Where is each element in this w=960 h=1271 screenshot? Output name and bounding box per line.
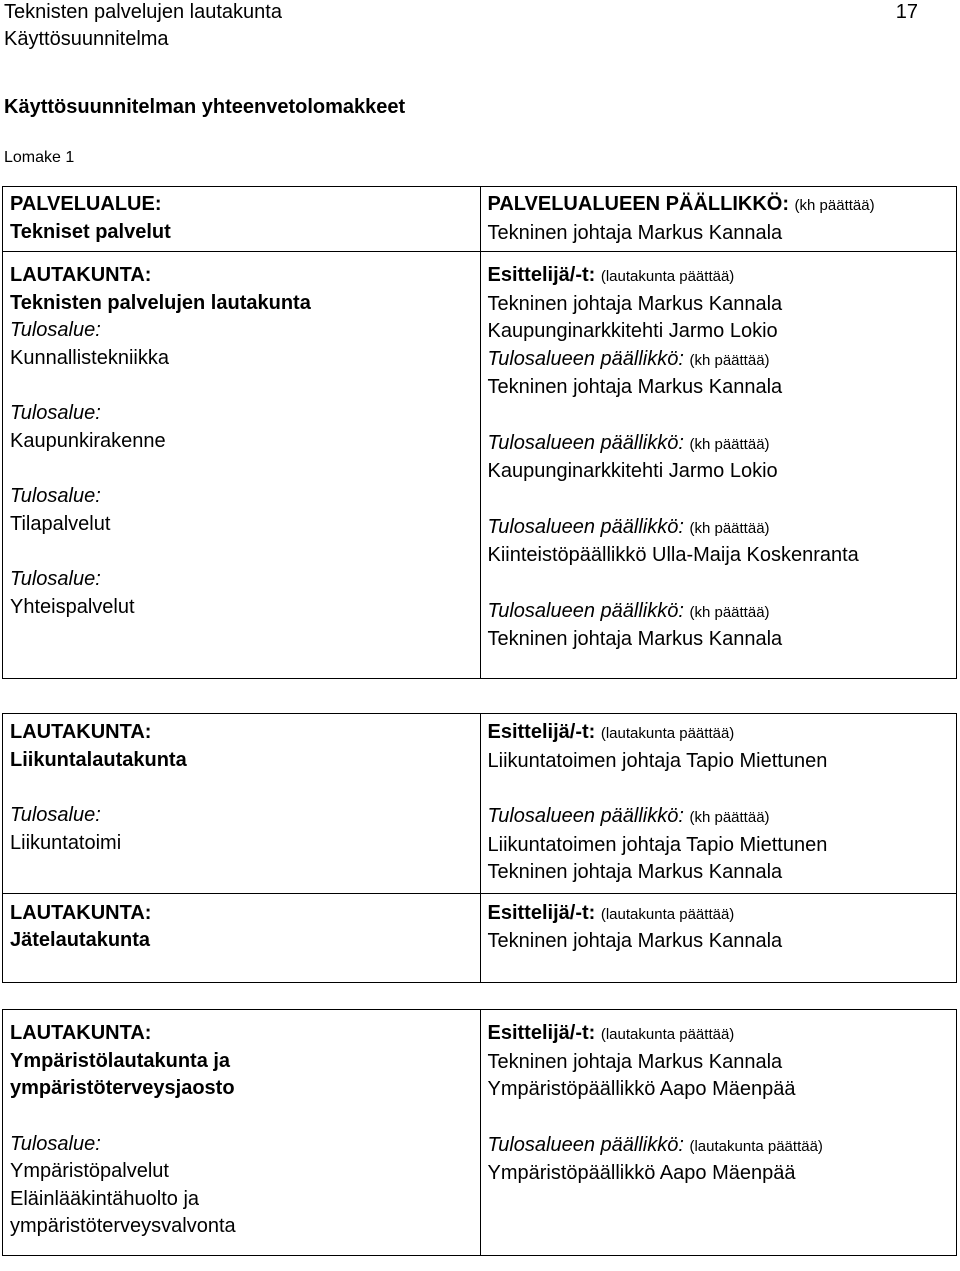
tulosalueen-paallikko-label: Tulosalueen päällikkö: [487,1133,684,1156]
lautakunta-paattaa-note: (lautakunta päättää) [689,1137,823,1155]
page-title: Käyttösuunnitelman yhteenvetolomakkeet [4,96,406,118]
tulosalueen-paallikko-value: Ympäristöpäällikkö Aapo Mäenpää [487,1162,796,1184]
table-row [3,187,957,252]
lautakunta-label: LAUTAKUNTA: [10,901,152,924]
lautakunta-paattaa-note: (lautakunta päättää) [600,905,735,923]
table-row [3,893,957,982]
tulosalue-value: Tilapalvelut [10,512,111,535]
esittelija-label: Esittelijä/-t: [487,901,596,924]
tulosalue-value: ympäristöterveysvalvonta [10,1215,236,1237]
tulosalue-value: Yhteispalvelut [10,595,135,618]
esittelija-label: Esittelijä/-t: [487,1022,596,1044]
tulosalueen-paallikko-label: Tulosalueen päällikkö: [487,347,684,370]
tulosalue-value: Kunnallistekniikka [10,346,169,369]
lautakunta-value: Ympäristölautakunta ja [10,1049,231,1072]
esittelija-value: Tekninen johtaja Markus Kannala [487,930,783,952]
palvelualueen-paallikko-cell [480,187,957,252]
tulosalue-label: Tulosalue: [10,319,101,341]
tulosalueen-paallikko-value: Tekninen johtaja Markus Kannala [487,376,783,398]
palvelualueen-paallikko-label: PALVELUALUEEN PÄÄLLIKKÖ: [487,193,789,215]
palvelualueen-paallikko-value: Tekninen johtaja Markus Kannala [487,221,783,244]
lautakunta-paattaa-note: (lautakunta päättää) [600,725,735,742]
tulosalueen-paallikko-label: Tulosalueen päällikkö: [487,599,684,622]
palvelualue-cell [3,187,481,252]
tulosalue-label: Tulosalue: [10,402,101,424]
lautakunta-value: ympäristöterveysjaosto [10,1077,235,1099]
tulosalueen-paallikko-value: Liikuntatoimen johtaja Tapio Miettunen [487,833,828,856]
esittelija-label: Esittelijä/-t: [487,264,596,286]
tulosalue-label: Tulosalue: [10,485,101,507]
table-row [3,1010,957,1256]
esittelija-value: Tekninen johtaja Markus Kannala [487,1050,783,1073]
lautakunta-cell [3,252,481,679]
lautakunta-value: Jätelautakunta [10,929,151,951]
tulosalueen-paallikko-label: Tulosalueen päällikkö: [487,805,684,827]
lautakunta-cell [3,1010,481,1256]
palvelualue-value: Tekniset palvelut [10,220,171,243]
lautakunta-value: Liikuntalautakunta [10,748,187,771]
summary-table-technical [2,186,957,679]
lautakunta-paattaa-note: (lautakunta päättää) [600,268,735,285]
kh-paattaa-note: (kh päättää) [689,603,770,621]
tulosalue-label: Tulosalue: [10,1132,101,1155]
esittelija-cell [480,1010,957,1256]
esittelija-value: Liikuntatoimen johtaja Tapio Miettunen [487,749,828,772]
lautakunta-cell [3,893,481,982]
tulosalueen-paallikko-value: Kiinteistöpäällikkö Ulla-Maija Koskenranta [487,544,859,566]
tulosalue-value: Kaupunkirakenne [10,429,166,452]
tulosalueen-paallikko-label: Tulosalueen päällikkö: [487,431,684,454]
kh-paattaa-note: (kh päättää) [689,435,770,453]
esittelija-value: Tekninen johtaja Markus Kannala [487,292,783,315]
tulosalue-value: Liikuntatoimi [10,831,122,854]
esittelija-label: Esittelijä/-t: [487,721,596,743]
tulosalue-value: Ympäristöpalvelut [10,1160,169,1182]
summary-table-environment [2,1009,957,1256]
esittelija-value: Kaupunginarkkitehti Jarmo Lokio [487,320,778,342]
table-row [3,714,957,894]
summary-table-sports-waste [2,713,957,983]
lautakunta-value: Teknisten palvelujen lautakunta [10,291,311,314]
page-number: 17 [895,1,918,23]
tulosalueen-paallikko-value: Tekninen johtaja Markus Kannala [487,861,783,883]
tulosalueen-paallikko-value: Tekninen johtaja Markus Kannala [487,628,783,650]
lautakunta-label: LAUTAKUNTA: [10,1022,152,1044]
table-row [3,252,957,679]
palvelualue-label: PALVELUALUE: [10,193,162,215]
tulosalue-label: Tulosalue: [10,804,101,826]
tulosalueen-paallikko-label: Tulosalueen päällikkö: [487,515,684,538]
kh-paattaa-note: (kh päättää) [689,351,770,369]
kh-paattaa-note: (kh päättää) [689,809,770,826]
lautakunta-label: LAUTAKUNTA: [10,264,152,286]
lautakunta-cell [3,714,481,894]
esittelija-cell [480,893,957,982]
tulosalueen-paallikko-value: Kaupunginarkkitehti Jarmo Lokio [487,460,778,482]
esittelija-cell [480,252,957,679]
tulosalue-label: Tulosalue: [10,568,101,590]
esittelija-value: Ympäristöpäällikkö Aapo Mäenpää [487,1078,796,1100]
tulosalue-value: Eläinlääkintähuolto ja [10,1187,200,1210]
kh-paattaa-note: (kh päättää) [794,197,875,214]
header-org: Teknisten palvelujen lautakunta [4,1,282,23]
form-label: Lomake 1 [4,149,75,166]
lautakunta-paattaa-note: (lautakunta päättää) [600,1026,735,1043]
header-doc: Käyttösuunnitelma [4,28,169,50]
esittelija-cell [480,714,957,894]
lautakunta-label: LAUTAKUNTA: [10,721,152,743]
kh-paattaa-note: (kh päättää) [689,519,770,537]
